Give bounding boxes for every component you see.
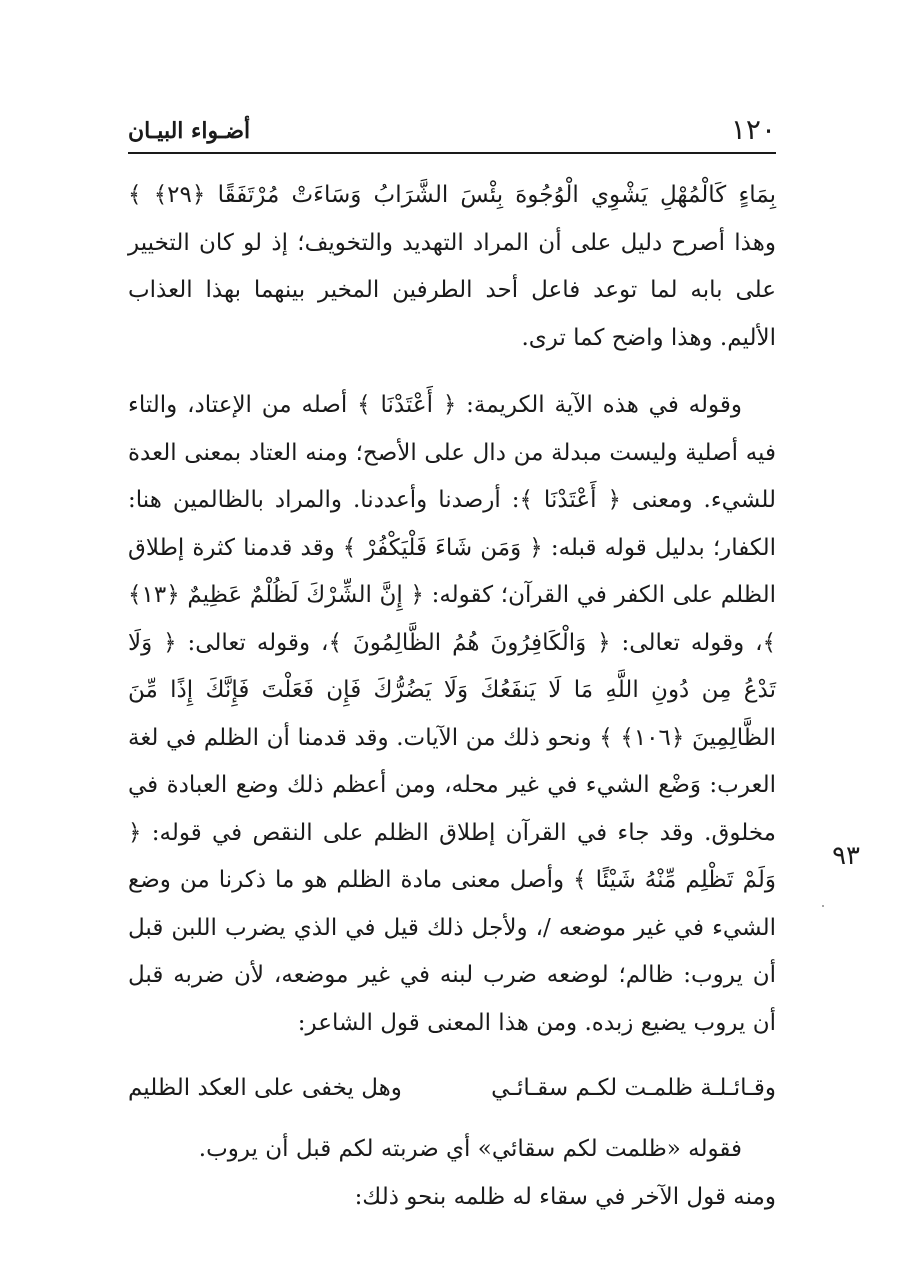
poetry-verse [128,1065,776,1112]
margin-page-number: ٩٣ [832,841,860,871]
paragraph-2: وقوله في هذه الآية الكريمة: ﴿ أَعْتَدْنَا ﴾ أصله من الإعتاد، والتاء فيه أصلية وليست مبدلة من دال على الأصح؛ ومنه العتاد بمعنى العدة للشيء. ومعنى ﴿ أَعْتَدْنَا ﴾: أرصدنا وأعددنا. والمراد بالظالمين هنا: الكفار؛ بدليل قوله قبله: ﴿ وَمَن شَاءَ فَلْيَكْفُرْ ﴾ وقد قدمنا كثرة إطلاق الظلم على الكفر في القرآن؛ كقوله: ﴿ إِنَّ الشِّرْكَ لَظُلْمٌ عَظِيمٌ ﴿١٣﴾ ﴾، وقوله تعالى: ﴿ وَالْكَافِرُونَ هُمُ الظَّالِمُونَ ﴾، وقوله تعالى: ﴿ وَلَا تَدْعُ مِن دُونِ اللَّهِ مَا لَا يَنفَعُكَ وَلَا يَضُرُّكَ فَإِن فَعَلْتَ فَإِنَّكَ إِذًا مِّنَ الظَّالِمِينَ ﴿١٠٦﴾ ﴾ ونحو ذلك من الآيات. وقد قدمنا أن الظلم في لغة العرب: وَضْع الشيء في غير محله، ومن أعظم ذلك وضع العبادة في مخلوق. وقد جاء في القرآن إطلاق الظلم على النقص في قوله: ﴿ وَلَمْ تَظْلِم مِّنْهُ شَيْئًا ﴾ وأصل معنى مادة الظلم هو ما ذكرنا من وضع الشيء في غير موضعه /، ولأجل ذلك قيل في الذي يضرب اللبن قبل أن يروب: ظالم؛ لوضعه ضرب لبنه في غير موضعه، لأن ضربه قبل أن يروب يضيع زبده. ومن هذا المعنى قول الشاعر: [128,392,776,1036]
verse-first-hemistich: وقـائـلـة ظلمـت لكـم سقـائـي [491,1075,776,1101]
page-number: ١٢٠ [730,113,776,146]
stray-dot [822,905,824,907]
header-divider [128,152,776,154]
paragraph-1: بِمَاءٍ كَالْمُهْلِ يَشْوِي الْوُجُوهَ بِئْسَ الشَّرَابُ وَسَاءَتْ مُرْتَفَقًا ﴿٢٩﴾ ﴾ وهذا أصرح دليل على أن المراد التهديد والتخويف؛ إذ لو كان التخيير على بابه لما توعد فاعل أحد الطرفين المخير بينهما بهذا العذاب الأليم. وهذا واضح كما ترى. [128,182,776,351]
page-header [128,112,776,152]
book-title: أضـواء البيـان [128,118,251,144]
main-text [128,172,776,1221]
paragraph-4: ومنه قول الآخر في سقاء له ظلمه بنحو ذلك: [354,1183,776,1210]
paragraph-3: فقوله «ظلمت لكم سقائي» أي ضربته لكم قبل أن يروب. [198,1136,742,1162]
verse-second-hemistich: وهل يخفى على العكد الظليم [128,1075,402,1101]
